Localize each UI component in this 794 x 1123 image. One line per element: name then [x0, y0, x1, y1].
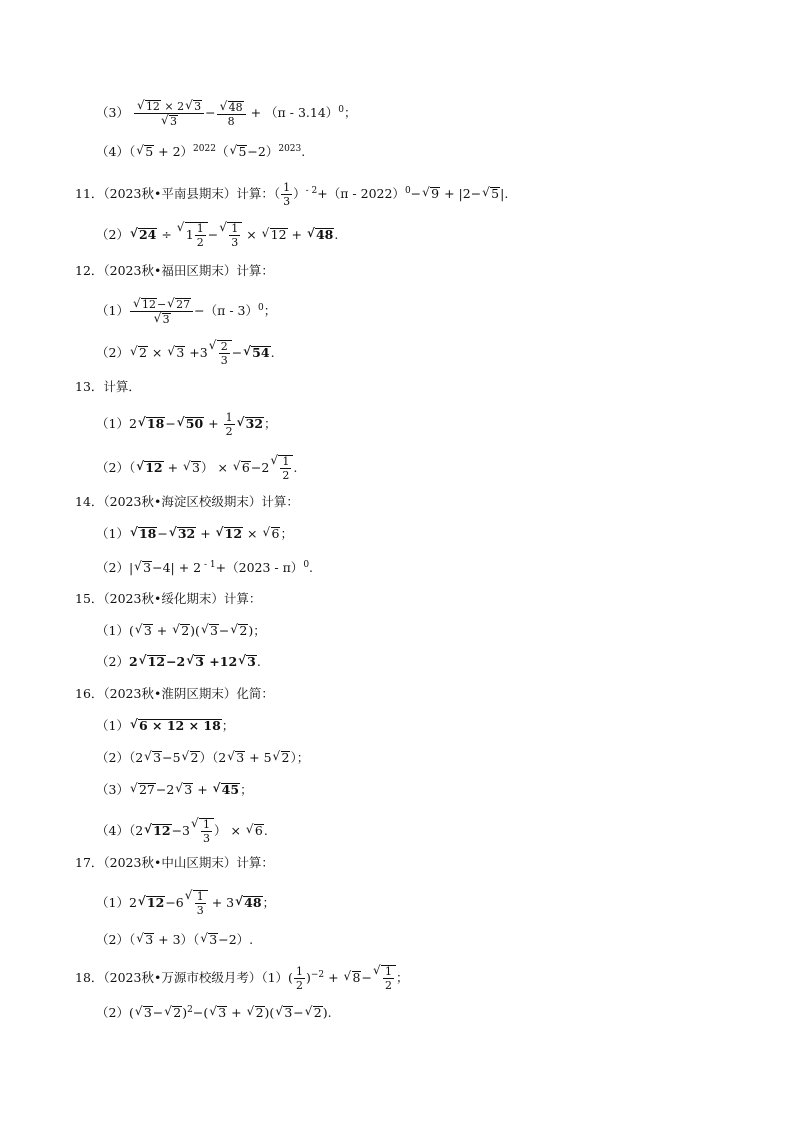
problem-17-1: （1）2√ 12−6 √ $\frac{1}{3}$ + 3√ 48； — [96, 890, 275, 916]
problem-18: 18．（2023秋•万源市校级月考）（1）( $\frac{1}{2}$ )$^{-2}$ + √ 8− √ $\frac{1}{2}$ ； — [75, 965, 408, 991]
problem-12-1: （1） √ 12−√ 27 √ 3 −（π - 3）$^0$； — [96, 298, 276, 325]
problem-label: （2） — [96, 560, 129, 576]
problem-11-2: （2）√ 24 ÷ √ 1 $\frac{1}{2}$ − √ $\frac{1}{3}$ × √ 12 + √ 48. — [96, 222, 338, 248]
problem-13-1: （1）2√ 18−√ 50 + $\frac{1}{2}$ √ 32； — [96, 412, 277, 437]
problem-label: （2） — [96, 654, 129, 669]
problem-label: （1） — [96, 416, 129, 431]
problem-16-4: （4）（2√ 12−3 √ $\frac{1}{3}$ ） × √ 6. — [96, 818, 268, 844]
problem-11: 11．（2023秋•平南县期末）计算：（ $\frac{1}{3}$ ）$^{- 2}$+（π - 2022）$^0$−√ 9 + |2−√ 5|. — [75, 182, 508, 207]
problem-label: （1） — [96, 623, 129, 638]
problem-14 — [75, 496, 299, 509]
problem-12-2: （2）√ 2 × √ 3 +3 √ $\frac{2}{3}$ −√ 54. — [96, 340, 275, 366]
problem-16-2: （2）（2√ 3−5√ 2）（2√ 3 + 5√ 2）； — [96, 751, 309, 765]
problem-heading: 18．（2023秋•万源市校级月考）（1） — [75, 970, 289, 985]
problem-17-2: （2）（√ 3 + 3）（√ 3−2）. — [96, 933, 253, 947]
problem-label: （2） — [96, 750, 129, 765]
problem-15 — [75, 593, 261, 606]
problem-label: （4） — [96, 144, 129, 160]
problem-label: （2） — [96, 932, 129, 947]
problem-14-1: （1）√ 18−√ 32 + √ 12 × √ 6； — [96, 527, 293, 541]
problem-heading: 16．（2023秋•淮阴区期末）化简： — [75, 686, 274, 701]
problem-heading: 15．（2023秋•绥化期末）计算： — [75, 591, 262, 606]
problem-16-1: （1）√ 6 × 12 × 18； — [96, 719, 234, 733]
problem-10-4: （4）（√ 5 + 2）$^{2022}$（√ 5−2）$^{2023}$. — [96, 145, 305, 159]
problem-14-2: （2）|√ 3−4| + 2 $^{- 1}$+（2023 - π）$^0$. — [96, 561, 313, 575]
problem-15-2: （2）2√ 12−2√ 3 +12√ 3. — [96, 655, 261, 669]
problem-heading: 17．（2023秋•中山区期末）计算： — [75, 855, 274, 870]
problem-label: （3） — [96, 105, 129, 120]
problem-label: （1） — [96, 895, 129, 910]
problem-label: （1） — [96, 303, 129, 318]
problem-18-2: （2）(√ 3−√ 2)$^2$−(√ 3 + √ 2)(√ 3−√ 2). — [96, 1006, 332, 1020]
problem-12 — [75, 265, 274, 278]
problem-heading: 11．（2023秋•平南县期末）计算： — [75, 186, 274, 201]
problem-label: （2） — [96, 345, 129, 360]
problem-13-2: （2）（√ 12 + √ 3） × √ 6−2 √ $\frac{1}{2}$ . — [96, 455, 297, 481]
problem-label: （1） — [96, 526, 129, 541]
problem-label: （4） — [96, 823, 129, 838]
problem-heading: 13．计算． — [75, 379, 141, 394]
problem-label: （1） — [96, 718, 129, 733]
problem-10-3: （3） √ 12 × 2√ 3 √ 3 − √ $\frac{48}{8}$ + （π - 3.14）$^0$； — [96, 100, 357, 127]
problem-label: （2） — [96, 1005, 129, 1021]
problem-heading: 14．（2023秋•海淀区校级期末）计算： — [75, 494, 299, 509]
problem-heading: 12．（2023秋•福田区期末）计算： — [75, 263, 274, 278]
problem-13 — [75, 381, 141, 394]
problem-15-1: （1）(√ 3 + √ 2)(√ 3−√ 2)； — [96, 624, 266, 638]
problem-label: （2） — [96, 460, 129, 475]
problem-16 — [75, 688, 274, 701]
problem-17 — [75, 857, 274, 870]
problem-label: （2） — [96, 227, 129, 242]
problem-label: （3） — [96, 782, 129, 797]
problem-16-3: （3）√ 27−2√ 3 + √ 45； — [96, 783, 253, 797]
